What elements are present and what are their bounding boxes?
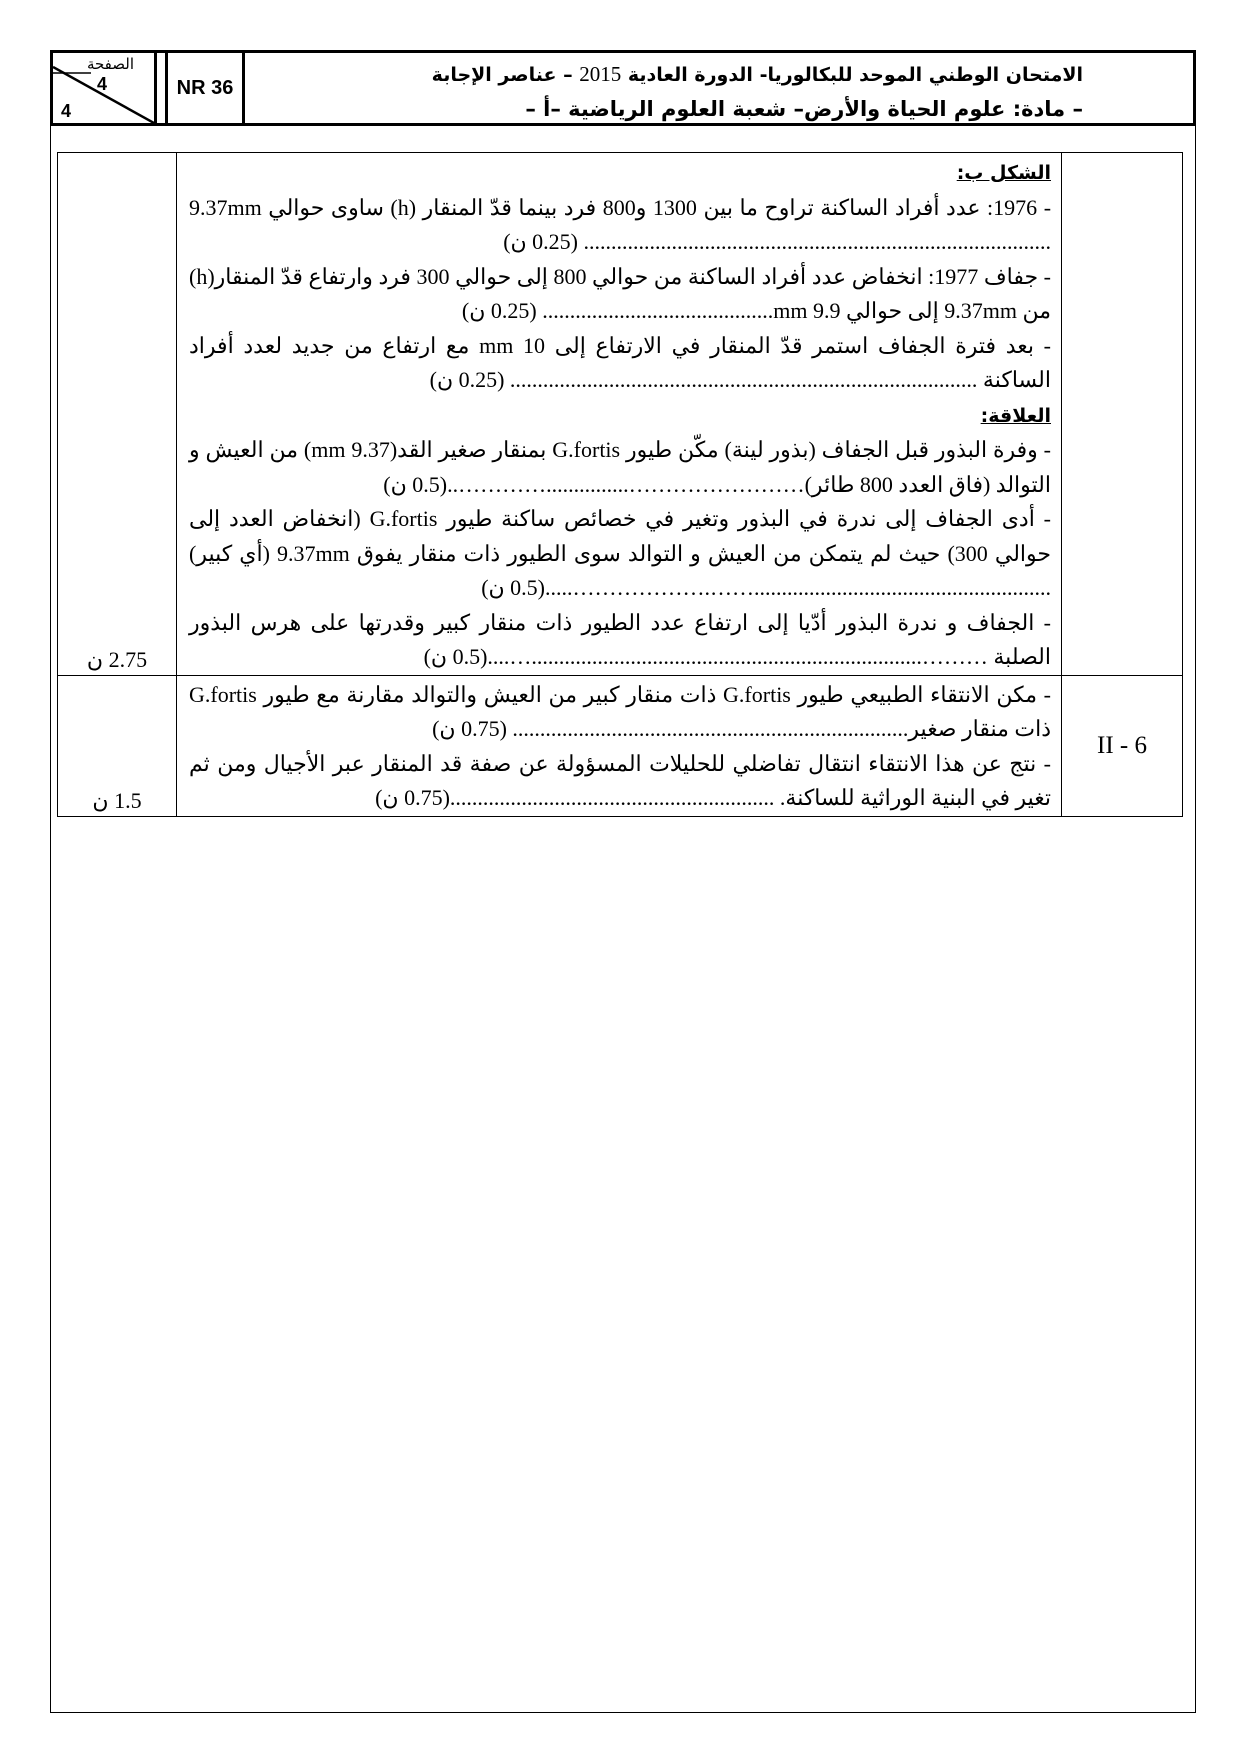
section-heading: الشكل ب: [956, 162, 1051, 184]
score: 1.5 ن [58, 675, 177, 816]
answer-row [58, 153, 1183, 676]
exam-title [245, 57, 1083, 92]
question-number: 6 - II [1062, 675, 1183, 816]
answer-line: - 1976: عدد أفراد الساكنة تراوح ما بين 1300 و800 فرد بينما قدّ المنقار (h) ساوى حوالي 9.37mm ..................................................................................... (0.25 ن) [189, 194, 1052, 254]
answer-content [177, 675, 1062, 816]
question-number [1062, 153, 1183, 676]
answer-line: - نتج عن هذا الانتقاء انتقال تفاضلي للحليلات المسؤولة عن صفة قد المنقار عبر الأجيال ومن ثم تغير في البنية الوراثية للساكنة. ...........................................................(0.75 ن) [189, 750, 1051, 810]
exam-year: 2015 [579, 62, 622, 86]
page-header [50, 50, 1196, 126]
answer-content [177, 153, 1062, 676]
answer-line: - الجفاف و ندرة البذور أدّيا إلى ارتفاع عدد الطيور ذات منقار كبير وقدرتها على هرس البذور الصلبة ……….......................................................................…....(0.5 ن) [189, 609, 1051, 669]
answer-line: - أدى الجفاف إلى ندرة في البذور وتغير في خصائص ساكنة طيور G.fortis (انخفاض العدد إلى حوالي 300) حيث لم يتمكن من العيش و التوالد سوى الطيور ذات منقار يفوق 9.37mm (أي كبير) ......................................................…….……………….....(0.5 ن) [189, 506, 1051, 600]
answer-row [58, 675, 1183, 816]
page-total: 4 [61, 101, 72, 121]
page-number-box [53, 53, 157, 123]
section-heading: العلاقة: [980, 404, 1051, 427]
exam-title-prefix: الامتحان الوطني الموحد للبكالوريا- الدورة العادية [621, 64, 1083, 86]
header-title-block [245, 53, 1193, 123]
score: 2.75 ن [58, 153, 177, 676]
exam-code: NR 36 [165, 53, 245, 123]
exam-title-suffix: – عناصر الإجابة [431, 64, 580, 86]
answer-line: - وفرة البذور قبل الجفاف (بذور لينة) مكّن طيور G.fortis بمنقار صغير القد(9.37 mm) من العيش و التوالد (فاق العدد 800 طائر)……………………...............…………..(0.5 ن) [189, 437, 1051, 497]
page-current: 4 [97, 74, 108, 94]
answer-line: - جفاف 1977: انخفاض عدد أفراد الساكنة من حوالي 800 إلى حوالي 300 فرد وارتفاع قدّ المنقار(h) من 9.37mm إلى حوالي 9.9 mm.......................................... (0.25 ن) [189, 263, 1051, 323]
answer-line: - مكن الانتقاء الطبيعي طيور G.fortis ذات منقار كبير من العيش والتوالد مقارنة مع طيور G.fortis ذات منقار صغير........................................................................ (0.75 ن) [189, 681, 1051, 741]
subject-line: – مادة: علوم الحياة والأرض– شعبة العلوم الرياضية –أ – [525, 97, 1083, 121]
answer-table [57, 152, 1183, 817]
page-label: الصفحة [86, 55, 134, 73]
answer-line: - بعد فترة الجفاف استمر قدّ المنقار في الارتفاع إلى 10 mm مع ارتفاع من جديد لعدد أفراد الساكنة ..................................................................................... (0.25 ن) [189, 332, 1052, 392]
